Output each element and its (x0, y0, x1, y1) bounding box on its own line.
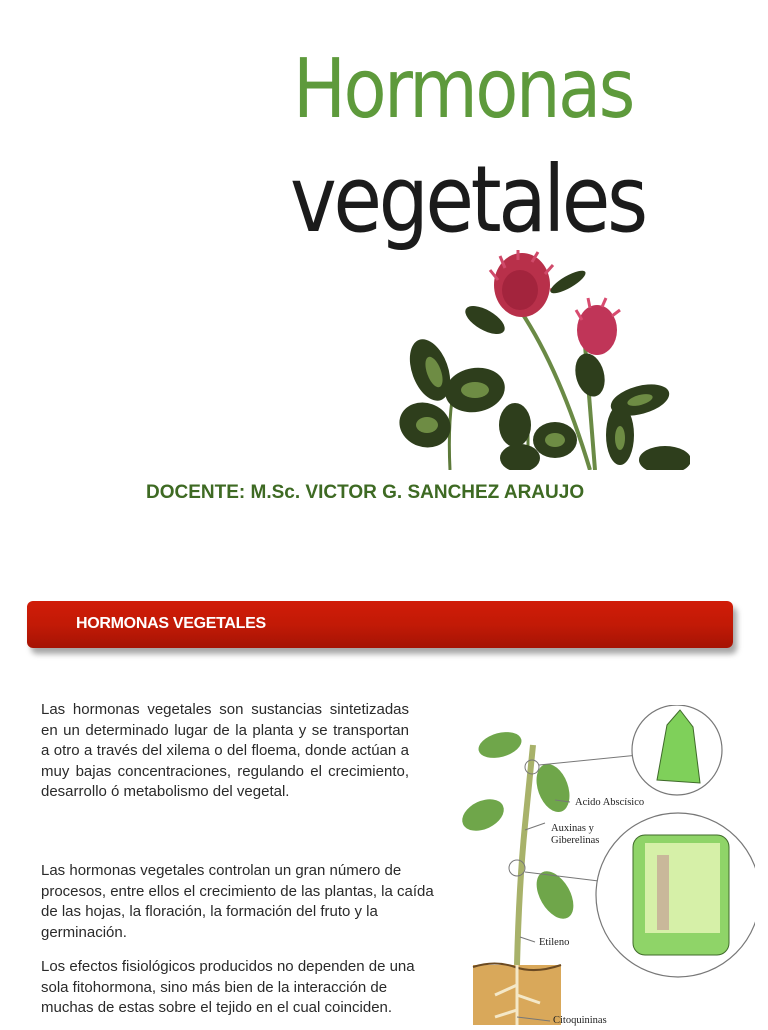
label-ethylene: Etileno (539, 937, 570, 948)
label-auxins: Auxinas y (551, 823, 594, 834)
section-header-title: HORMONAS VEGETALES (76, 615, 266, 632)
flower-1 (490, 250, 560, 317)
title-line-2: vegetales (290, 146, 645, 253)
clover-illustration (390, 250, 690, 470)
paragraph-definition: Las hormonas vegetales son sustancias sintetizadas en un determinado lugar de la planta y se transportan a otro a través del xilema o del floema, donde actúan a muy bajas concentraciones, regulando el crecimiento, desarrollo ó metabolismo del vegetal. (41, 701, 409, 800)
paragraph-effects: Los efectos fisiológicos producidos no dependen de una sola fitohormona, sino más bien de la interacción de muchas de estas sobre el tejido en el cual coinciden. (41, 958, 415, 1016)
plant-hormone-diagram (455, 705, 755, 1025)
paragraph-processes: Las hormonas vegetales controlan un gran número de procesos, entre ellos el crecimiento de las plantas, la caída de las hojas, la floración, la formación del fruto y la germinación. (41, 862, 434, 941)
title-line-1: Hormonas (293, 42, 633, 137)
section-header-bar (27, 601, 733, 648)
content-slide (0, 540, 768, 1024)
label-gibberellins: Giberelinas (551, 835, 600, 846)
label-cytokinins: Citoquininas (553, 1015, 607, 1026)
plant-illustration (455, 705, 755, 1025)
label-abscisic-acid: Acido Abscísico (575, 797, 645, 808)
flower-2 (576, 298, 620, 355)
docente-label: DOCENTE: M.Sc. VICTOR G. SANCHEZ ARAUJO (146, 482, 585, 503)
